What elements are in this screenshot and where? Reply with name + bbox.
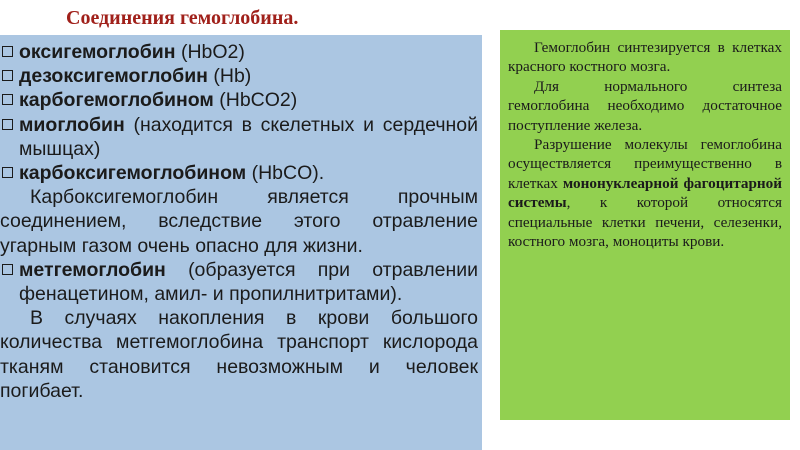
- list-item-text: [19, 64, 478, 88]
- compound-name: карбоксигемоглобином: [19, 162, 247, 185]
- list-item: [0, 64, 478, 88]
- synthesis-paragraph: Гемоглобин синтезируется в клетках красного костного мозга.: [508, 39, 782, 76]
- compound-name: оксигемоглобин: [19, 41, 176, 63]
- checkbox-bullet-icon: [2, 70, 13, 81]
- list-item: [0, 258, 478, 306]
- checkbox-bullet-icon: [2, 167, 13, 178]
- compound-formula: (HbCO2): [213, 89, 298, 112]
- list-item-text: [19, 40, 478, 64]
- carboxy-paragraph: Карбоксигемоглобин является прочным соединением, вследствие этого отравление угарным газом очень опасно для жизни.: [0, 186, 478, 257]
- left-text-panel: [0, 35, 482, 450]
- mps-term: мононуклеарной фагоцитарной системы: [508, 174, 782, 212]
- iron-paragraph: Для нормального синтеза гемоглобина необходимо достаточное поступление железа.: [508, 77, 782, 134]
- list-item-text: [19, 88, 478, 112]
- checkbox-bullet-icon: [2, 46, 13, 57]
- right-text-content: [508, 38, 782, 251]
- compound-name: миоглобин: [19, 113, 125, 136]
- list-item-text: [19, 161, 478, 185]
- compound-formula: (HbO2): [175, 41, 245, 63]
- list-item: [0, 88, 478, 112]
- compound-description: (находится в скелетных и сердечной мышцах): [19, 113, 478, 160]
- methemoglobin-paragraph: В случаях накопления в крови большого количества метгемоглобина транспорт кислорода тканям становится невозможным и человек погибает.: [0, 307, 478, 402]
- destruction-paragraph: [508, 135, 782, 251]
- compound-description: (образуется при отравлении фенацетином, амил- и пропилнитритами).: [19, 258, 478, 306]
- checkbox-bullet-icon: [2, 264, 13, 275]
- compound-formula: (Hb): [207, 65, 252, 88]
- list-item-text: [19, 113, 478, 161]
- left-text-content: [0, 40, 478, 403]
- list-item-text: [19, 258, 478, 306]
- destruction-text-start: Разрушение молекулы гемоглобина осуществляется преимущественно в клетках: [508, 136, 782, 192]
- compound-formula: (HbCO).: [246, 162, 325, 185]
- compound-name: метгемоглобин: [19, 258, 166, 281]
- checkbox-bullet-icon: [2, 119, 13, 130]
- list-item: [0, 40, 478, 64]
- compound-name: дезоксигемоглобин: [19, 65, 208, 88]
- checkbox-bullet-icon: [2, 94, 13, 105]
- right-text-panel: [500, 30, 790, 420]
- list-item: [0, 161, 478, 185]
- compound-name: карбогемоглобином: [19, 89, 214, 112]
- destruction-text-end: , к которой относятся специальные клетки печени, селезенки, костного мозга, моноциты крови.: [508, 194, 782, 251]
- slide-title: Соединения гемоглобина.: [66, 7, 299, 29]
- list-item: [0, 113, 478, 161]
